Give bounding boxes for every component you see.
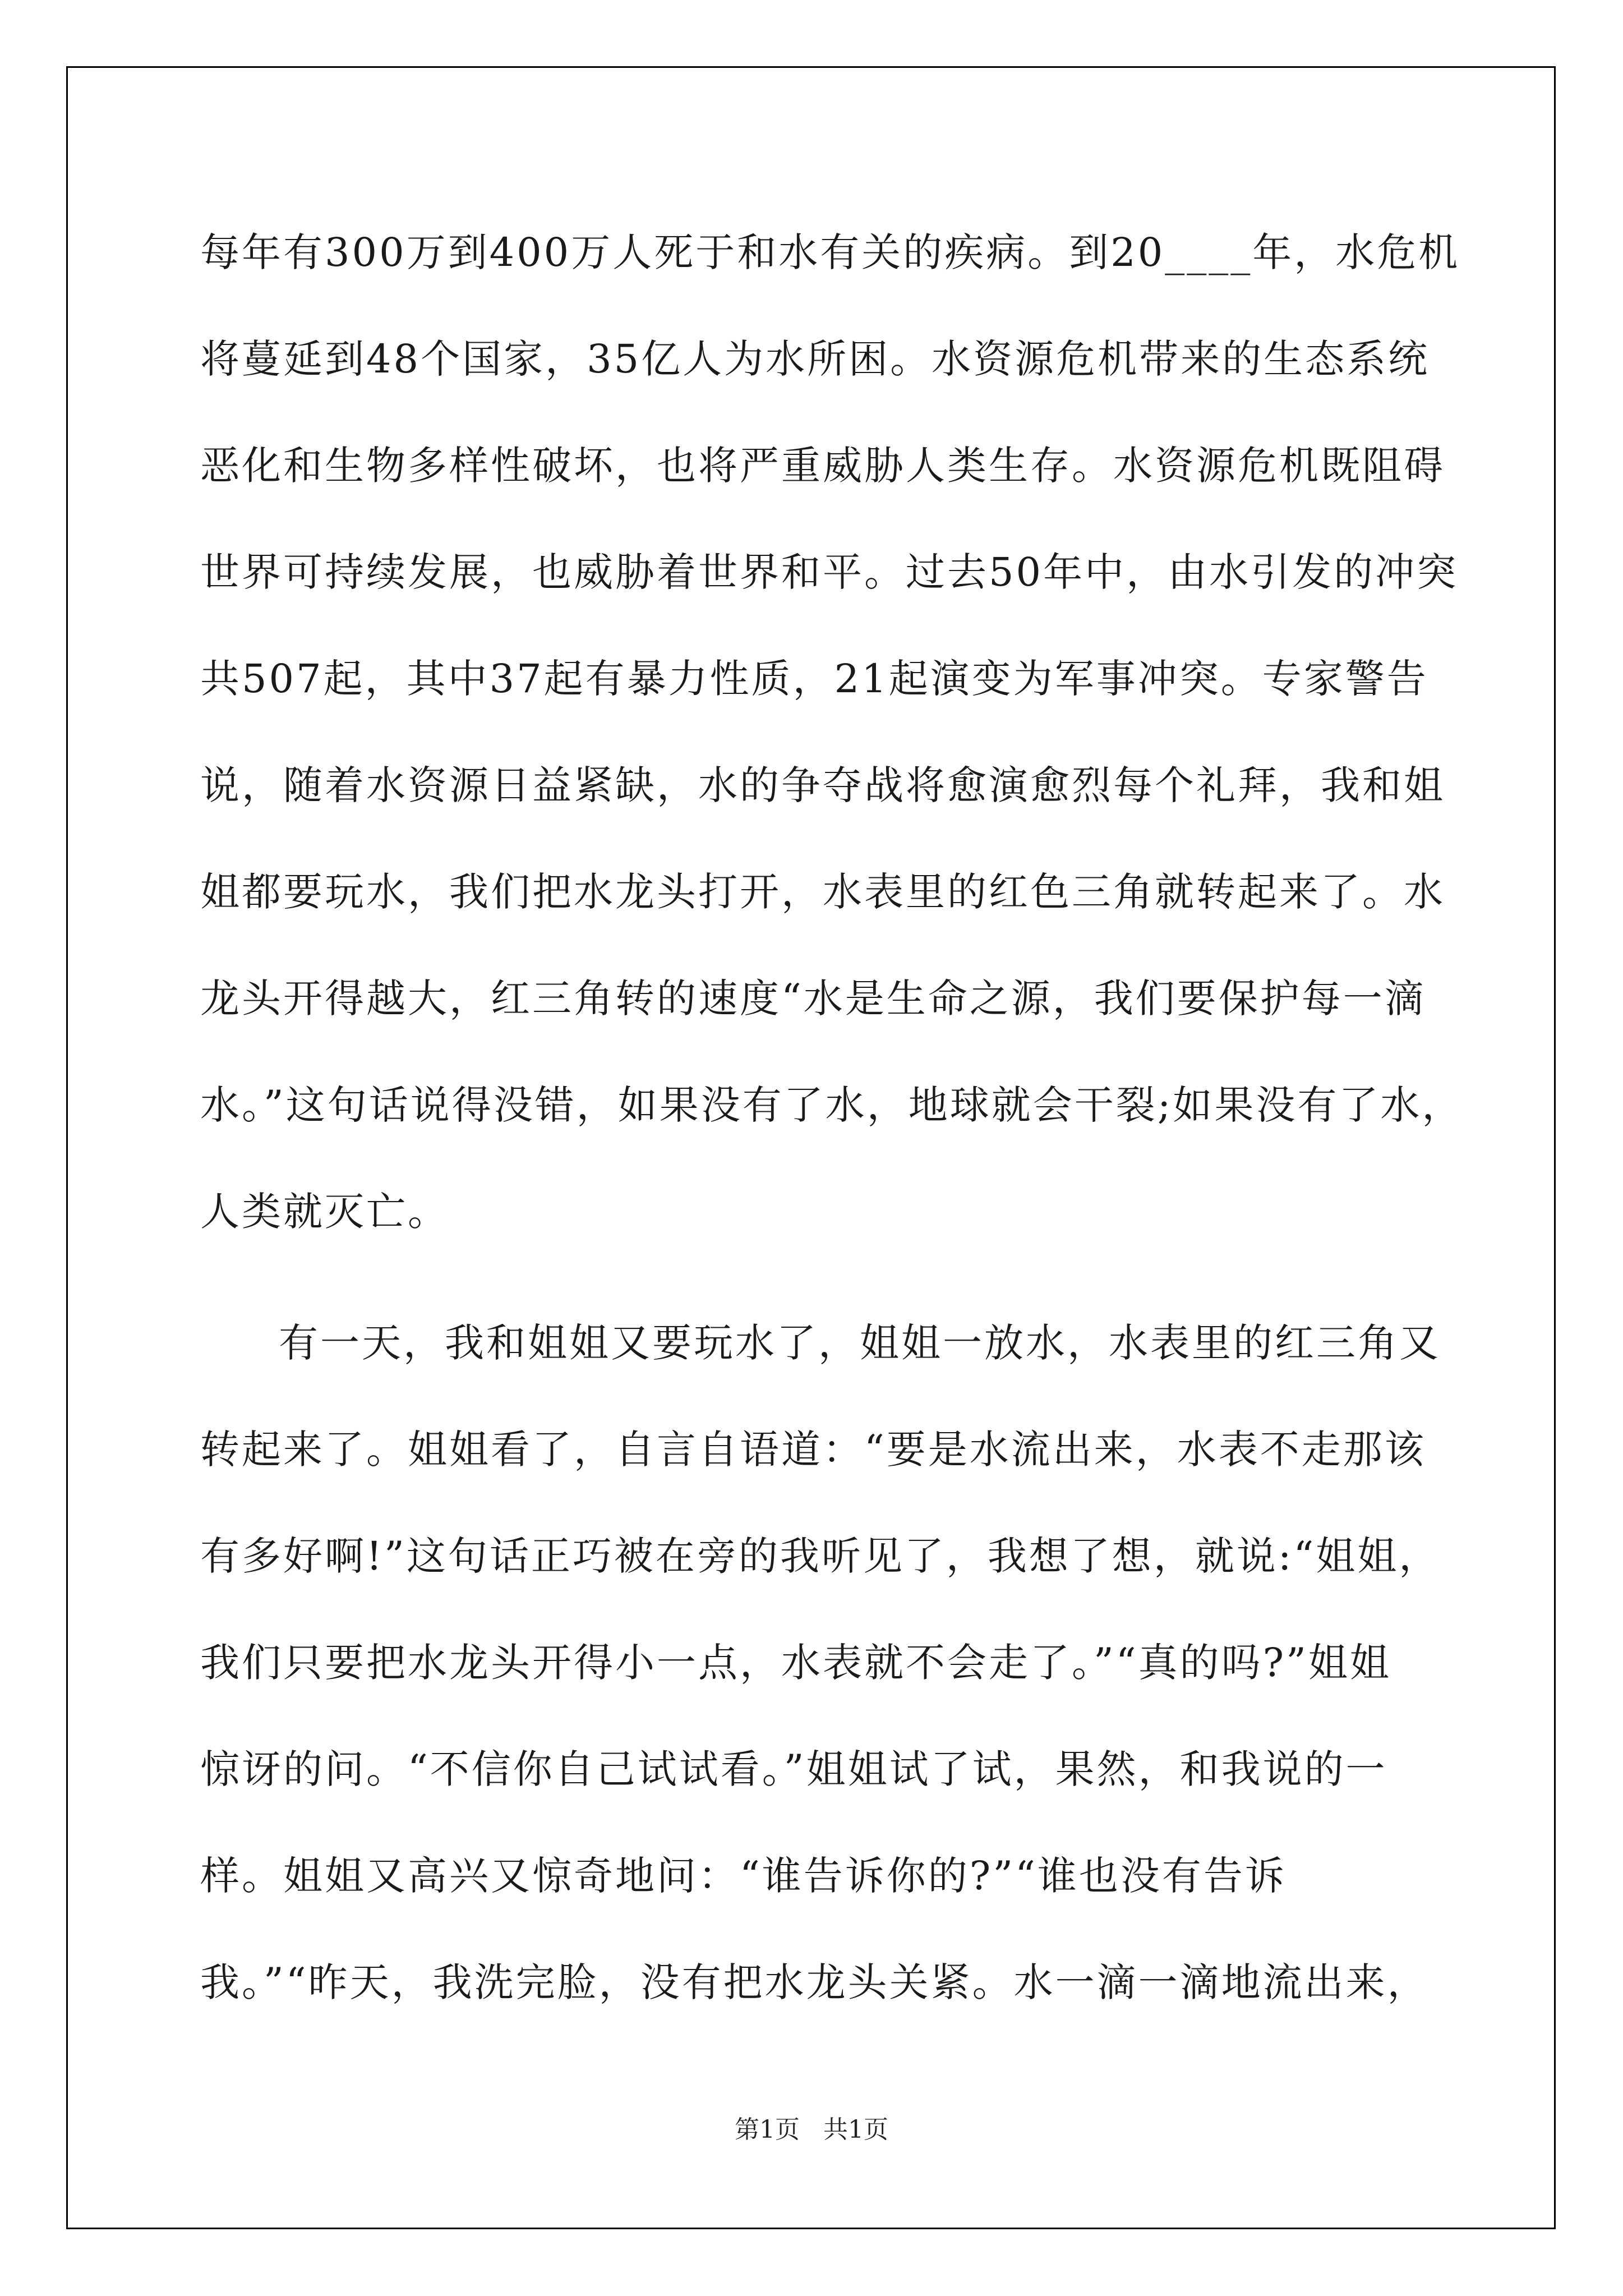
text-line: 世界可持续发展，也威胁着世界和平。过去50年中，由水引发的冲突 — [200, 549, 1459, 595]
text-line: 将蔓延到48个国家，35亿人为水所困。水资源危机带来的生态系统 — [200, 336, 1430, 382]
text-line: 姐都要玩水，我们把水龙头打开，水表里的红色三角就转起来了。水 — [200, 869, 1445, 915]
text-line: 样。姐姐又高兴又惊奇地问：“谁告诉你的?”“谁也没有告诉 — [200, 1853, 1287, 1899]
text-line: 恶化和生物多样性破坏，也将严重威胁人类生存。水资源危机既阻碍 — [200, 443, 1445, 489]
page-footer: 第1页 共1页 — [735, 2115, 888, 2144]
text-line: 人类就灭亡。 — [200, 1189, 449, 1235]
text-line: 龙头开得越大，红三角转的速度“水是生命之源，我们要保护每一滴 — [200, 976, 1426, 1022]
text-line: 水。”这句话说得没错，如果没有了水，地球就会干裂;如果没有了水， — [200, 1082, 1464, 1128]
text-line: 有多好啊!”这句话正巧被在旁的我听见了，我想了想，就说:“姐姐， — [200, 1533, 1441, 1579]
text-line: 我。”“昨天，我洗完脸，没有把水龙头关紧。水一滴一滴地流出来， — [200, 1959, 1429, 2005]
document-body — [200, 213, 1464, 2050]
paragraph-first-line: 有一天，我和姐姐又要玩水了，姐姐一放水，水表里的红三角又 — [279, 1320, 1441, 1366]
text-line: 惊讶的问。“不信你自己试试看。”姐姐试了试，果然，和我说的一 — [200, 1746, 1387, 1792]
text-line: 说，随着水资源日益紧缺，水的争夺战将愈演愈烈每个礼拜，我和姐 — [200, 762, 1445, 808]
text-line: 我们只要把水龙头开得小一点，水表就不会走了。”“真的吗?”姐姐 — [200, 1640, 1391, 1686]
text-line: 共507起，其中37起有暴力性质，21起演变为军事冲突。专家警告 — [200, 656, 1428, 702]
text-line: 转起来了。姐姐看了，自言自语道：“要是水流出来，水表不走那该 — [200, 1427, 1426, 1473]
text-line: 每年有300万到400万人死于和水有关的疾病。到20____年，水危机 — [200, 229, 1460, 275]
